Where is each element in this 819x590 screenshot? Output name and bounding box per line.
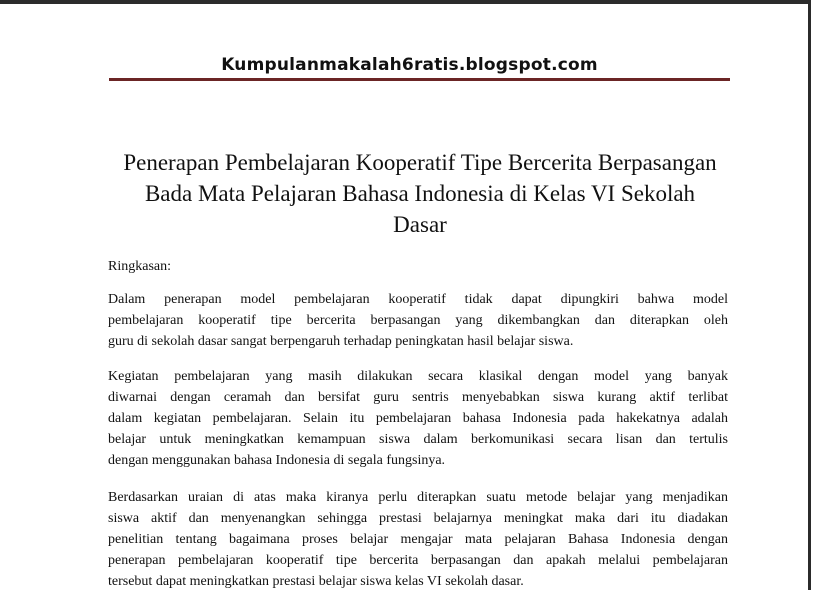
section-label-summary: Ringkasan: (108, 259, 171, 274)
paragraph-line: tersebut dapat meningkatkan prestasi belajar siswa kelas VI sekolah dasar. (108, 574, 524, 589)
paragraph (108, 487, 728, 590)
paragraph-line: penerapan pembelajaran kooperatif tipe bercerita berpasangan dan apakah melalui pembelajaran (108, 553, 728, 568)
paragraph (108, 289, 728, 352)
page-top-border (0, 0, 809, 4)
paragraph-line: Berdasarkan uraian di atas maka kiranya perlu diterapkan suatu metode belajar yang menjadikan (108, 490, 728, 505)
paragraph-line: belajar untuk meningkatkan kemampuan siswa dalam berkomunikasi secara lisan dan tertulis (108, 432, 728, 447)
paragraph-line: dalam kegiatan pembelajaran. Selain itu pembelajaran bahasa Indonesia pada hakekatnya adalah (108, 411, 728, 426)
paragraph-line: penelitian tentang bagaimana proses belajar mengajar mata pelajaran Bahasa Indonesia dengan (108, 532, 728, 547)
paragraph-line: diwarnai dengan ceramah dan bersifat guru sentris menyebabkan siswa kurang aktif terlibat (108, 390, 728, 405)
site-header: Kumpulanmakalah6ratis.blogspot.com (221, 55, 598, 75)
title-line: Bada Mata Pelajaran Bahasa Indonesia di Kelas VI Sekolah (144, 181, 696, 206)
paragraph-line: dengan menggunakan bahasa Indonesia di segala fungsinya. (108, 453, 446, 468)
header-divider (109, 78, 730, 81)
title-line: Dasar (393, 212, 447, 237)
paragraph (108, 366, 728, 471)
paragraph-line: Kegiatan pembelajaran yang masih dilakukan secara klasikal dengan model yang banyak (108, 369, 728, 384)
paragraph-line: pembelajaran kooperatif tipe bercerita berpasangan yang dikembangkan dan diterapkan oleh (108, 313, 728, 328)
paragraph-line: guru di sekolah dasar sangat berpengaruh terhadap peningkatan hasil belajar siswa. (108, 334, 574, 349)
document-title (100, 147, 740, 240)
title-line: Penerapan Pembelajaran Kooperatif Tipe Bercerita Berpasangan (123, 150, 717, 175)
page-right-border (808, 0, 811, 590)
paragraph-line: siswa aktif dan menyenangkan sehingga prestasi belajarnya meningkat maka dari itu diadakan (108, 511, 728, 526)
paragraph-line: Dalam penerapan model pembelajaran kooperatif tidak dapat dipungkiri bahwa model (108, 292, 728, 307)
